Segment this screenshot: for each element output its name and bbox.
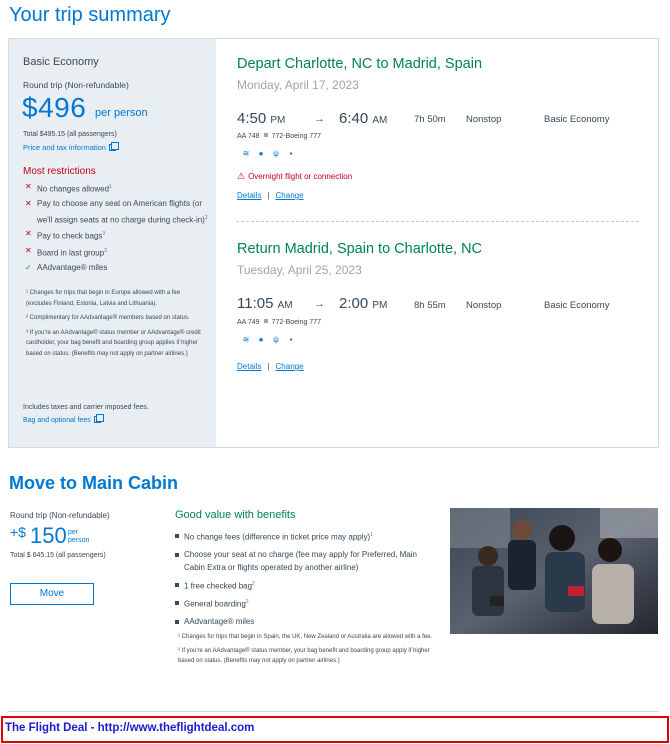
return-duration: 8h 55m (414, 300, 446, 311)
footnote: ¹ Changes for trips that begin in Spain, the UK, New Zealand or Australia are allowed with a fee. (178, 634, 433, 640)
external-link-icon (94, 416, 101, 423)
depart-heading (237, 56, 482, 72)
bag-fees-label: Bag and optional fees (23, 417, 91, 424)
restrictions-list (23, 180, 208, 275)
wifi-icon: ≋ (242, 335, 250, 344)
footnote: ³ If you're an AAdvantage® status member or AAdvantage® credit cardholder, your bag benefit and boarding group applies if higher based on status. (Benefits may not apply on partner airlines.) (26, 329, 201, 357)
restriction-item: ✕ No changes allowed$^1$ (25, 182, 112, 194)
food-icon: ▪ (289, 335, 293, 344)
fare-total: Total $495.15 (all passengers) (23, 131, 117, 138)
upgrade-per-person: per person (68, 529, 90, 544)
move-button[interactable]: Move (10, 583, 94, 605)
benefits-title: Good value with benefits (175, 509, 296, 521)
restriction-item: ✕ Board in last group$^3$ (25, 245, 107, 258)
depart-date: Monday, April 17, 2023 (237, 78, 359, 92)
fare-name: Basic Economy (23, 56, 99, 68)
benefit-item: AAdvantage® miles (175, 615, 437, 628)
depart-amenities (242, 150, 295, 158)
flight-number: AA 748 (237, 133, 260, 140)
depart-cabin: Basic Economy (544, 114, 610, 125)
x-icon: ✕ (25, 245, 32, 255)
food-icon: ▪ (289, 149, 293, 158)
return-stops: Nonstop (466, 300, 502, 311)
external-link-icon (109, 144, 116, 151)
aircraft: 772-Boeing 777 (271, 133, 322, 140)
footnote: ² If you're an AAdvantage® status member, your bag benefit and boarding group apply if higher based on status. (Benefits may not apply on partner airlines.) (178, 647, 430, 664)
x-icon: ✕ (25, 198, 32, 208)
aircraft: 772-Boeing 777 (271, 319, 322, 326)
return-arr-time: 2:00 PM (339, 295, 388, 312)
depart-duration: 7h 50m (414, 114, 446, 125)
separator-dot (264, 319, 268, 323)
benefit-item: 1 free checked bag$^2$ (175, 578, 437, 593)
upgrade-trip-type: Round trip (Non-refundable) (10, 511, 110, 520)
upgrade-price: 150 (30, 523, 67, 548)
link-separator: | (267, 191, 270, 200)
return-dep-time: 11:05 AM (237, 295, 293, 312)
x-icon: ✕ (25, 229, 32, 239)
depart-label: Depart (237, 56, 281, 72)
upgrade-plus: +$ (10, 524, 26, 540)
taxes-included-note: Includes taxes and carrier imposed fees. (23, 404, 149, 411)
depart-arr-time: 6:40 AM (339, 110, 388, 127)
return-heading (237, 241, 482, 257)
passengers-photo (450, 508, 658, 634)
check-icon: ✓ (25, 262, 32, 272)
footer-divider (8, 711, 659, 712)
restriction-item: ✕ Pay to check bags$^3$ (25, 229, 106, 241)
wifi-icon: ≋ (242, 149, 250, 158)
return-details-link[interactable]: Details (237, 362, 262, 371)
entertainment-icon: ● (258, 335, 264, 344)
power-icon: ψ (273, 149, 279, 158)
return-links (237, 362, 304, 371)
arrow-right-icon: → (314, 113, 325, 125)
return-cabin: Basic Economy (544, 300, 610, 311)
fare-per-person: per person (95, 107, 148, 119)
fare-price: $496 (22, 92, 87, 123)
upgrade-total: Total $ 645.15 (all passengers) (10, 552, 106, 559)
page-title: Your trip summary (9, 4, 171, 26)
overnight-warning: ⚠ Overnight flight or connection (237, 171, 353, 181)
fare-trip-type: Round trip (Non-refundable) (23, 80, 129, 90)
benefit-item: No change fees (difference in ticket price may apply)$^1$ (175, 529, 437, 544)
return-date: Tuesday, April 25, 2023 (237, 263, 362, 277)
depart-links (237, 191, 304, 200)
power-icon: ψ (273, 335, 279, 344)
restrictions-footnotes (26, 288, 206, 363)
arrow-right-icon: → (314, 298, 325, 310)
flight-number: AA 749 (237, 319, 260, 326)
return-route: Madrid, Spain to Charlotte, NC (284, 241, 483, 257)
link-separator: | (267, 362, 270, 371)
return-label: Return (237, 241, 281, 257)
return-flight-info (237, 319, 321, 326)
entertainment-icon: ● (258, 149, 264, 158)
benefit-item: General boarding$^2$ (175, 596, 437, 611)
warning-icon: ⚠ (237, 171, 246, 181)
upgrade-title: Move to Main Cabin (9, 473, 179, 493)
restriction-item: ✓ AAdvantage® miles (23, 261, 208, 275)
benefit-item: Choose your seat at no charge (fee may apply for Preferred, Main Cabin Extra or flights operated by another airline) (175, 548, 437, 574)
price-tax-info-label: Price and tax information (23, 143, 106, 152)
flight-deal-banner-text: The Flight Deal - http://www.theflightdeal.com (5, 722, 255, 734)
depart-details-link[interactable]: Details (237, 191, 262, 200)
depart-dep-time: 4:50 PM (237, 110, 286, 127)
footnote: ² Complimentary for AAdvantage® members based on status. (26, 315, 190, 321)
segment-divider (236, 221, 639, 222)
benefits-list (175, 529, 437, 632)
x-icon: ✕ (25, 182, 32, 191)
return-amenities (242, 336, 295, 344)
depart-flight-info (237, 133, 321, 140)
separator-dot (264, 133, 268, 137)
bag-fees-link[interactable] (23, 416, 101, 424)
footnote: ¹ Changes for trips that begin in Europe allowed with a fee (excludes Finland, Estonia, Latvia and Lithuania). (26, 290, 181, 307)
depart-stops: Nonstop (466, 114, 502, 125)
depart-route: Charlotte, NC to Madrid, Spain (284, 56, 483, 72)
restriction-item: ✕ Pay to choose any seat on American flights (or we'll assign seats at no charge during check-in)$^2$ (25, 198, 208, 225)
price-tax-info-link[interactable] (23, 143, 116, 152)
depart-change-link[interactable]: Change (275, 191, 304, 200)
benefits-footnotes (178, 632, 436, 670)
return-change-link[interactable]: Change (275, 362, 304, 371)
restrictions-heading: Most restrictions (23, 166, 96, 177)
